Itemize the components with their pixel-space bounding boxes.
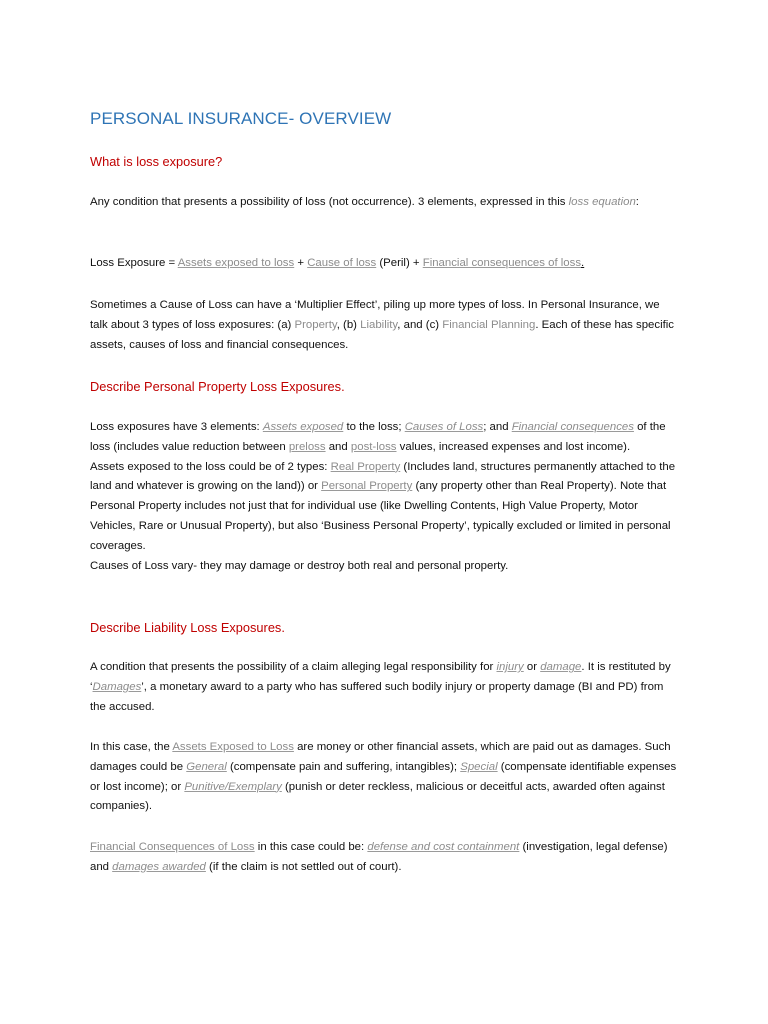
link-post-loss[interactable]: post-loss [350,440,397,453]
link-assets-exposed-to-loss[interactable]: Assets exposed to loss [177,257,295,269]
document-title: PERSONAL INSURANCE- OVERVIEW [90,109,392,128]
link-damages-awarded[interactable]: damages awarded [112,860,206,873]
heading-personal-property-loss-exposures: Describe Personal Property Loss Exposures. [90,379,345,394]
paragraph-loss-equation: Loss Exposure = Assets exposed to loss + Cause of loss (Peril) + Financial consequences of loss. [90,257,585,269]
link-assets-exposed-to-loss-liability[interactable]: Assets Exposed to Loss [172,741,294,753]
paragraph-liability-financial-consequences: Financial Consequences of Loss in this case could be: defense and cost containment (investigation, legal defense) and damages awarded (if the claim is not settled out of court). [90,841,668,873]
paragraph-liability-definition: A condition that presents the possibility of a claim alleging legal responsibility for injury or damage. It is restituted by ‘Damages’, a monetary award to a party who has suffered such bodily injury or property damage (BI and PD) from the accused. [90,661,671,713]
link-damages[interactable]: Damages [92,680,142,693]
link-cause-of-loss[interactable]: Cause of loss [307,257,377,269]
link-defense-and-cost-containment[interactable]: defense and cost containment [367,841,520,853]
paragraph-liability-assets: In this case, the Assets Exposed to Loss are money or other financial assets, which are paid out as damages. Such damages could be General (compensate pain and suffering, intangibles); Special (compensate identifiable expenses or lost income); or Punitive/Exemplary (punish or deter reckless, malicious or deceitful acts, awarded often against companies). [90,741,677,813]
paragraph-multiplier-effect: Sometimes a Cause of Loss can have a ‘Multiplier Effect’, piling up more types of loss. In Personal Insurance, we talk about 3 types of loss exposures: (a) Property, (b) Liability, and (c) Financial Planning. Each of these has specific assets, causes of loss and financial consequences. [90,299,675,351]
link-financial-consequences-of-loss[interactable]: Financial consequences of loss [422,257,582,269]
link-personal-property[interactable]: Personal Property [321,480,413,493]
link-injury[interactable]: injury [496,661,524,673]
link-punitive-exemplary[interactable]: Punitive/Exemplary [184,780,282,793]
link-causes-of-loss[interactable]: Causes of Loss [404,421,484,433]
paragraph-loss-exposure-definition: Any condition that presents a possibility of loss (not occurrence). 3 elements, expressed in this loss equation: [90,196,639,208]
term-financial-planning: Financial Planning [442,318,536,331]
term-liability: Liability [360,318,398,331]
link-general[interactable]: General [186,760,227,773]
link-damage[interactable]: damage [540,661,582,673]
paragraph-property-loss-elements: Loss exposures have 3 elements: Assets exposed to the loss; Causes of Loss; and Financial consequences of the loss (includes value reduction between preloss and post-loss values, increased expenses and lost income). Assets exposed to the loss could be of 2 types: Real Property (Includes land, structures permanently attached to the land and whatever is growing on the land)) or Personal Property (any property other than Real Property). Note that Personal Property includes not just that for individual use (like Dwelling Contents, High Value Property, Motor Vehicles, Rare or Unusual Property), but also ‘Business Personal Property’, typically excluded or limited in personal coverages. Causes of Loss vary- they may damage or destroy both real and personal property. [90,421,676,572]
heading-liability-loss-exposures: Describe Liability Loss Exposures. [90,620,285,635]
link-financial-consequences-of-loss-liability[interactable]: Financial Consequences of Loss [90,841,255,853]
link-real-property[interactable]: Real Property [330,460,401,473]
link-assets-exposed[interactable]: Assets exposed [262,421,344,433]
term-loss-equation: loss equation [568,196,636,208]
heading-what-is-loss-exposure: What is loss exposure? [90,154,223,169]
term-property: Property [294,318,337,331]
link-financial-consequences[interactable]: Financial consequences [511,421,634,433]
link-special[interactable]: Special [460,760,498,773]
link-preloss[interactable]: preloss [288,440,326,453]
